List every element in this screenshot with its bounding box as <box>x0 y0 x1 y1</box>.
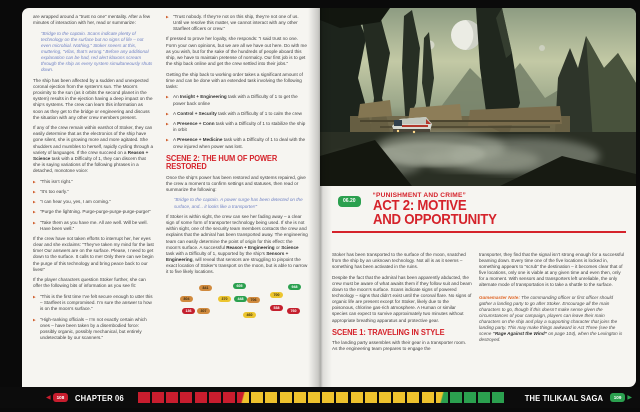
paragraph: The ship has been affected by a sudden and unexpected coronal ejection from the system’s sun. The Moon’s proximity to the sun (as it orbits the second planet in the system) results in the ejection having a deep impact on the ship’s systems. The crew can learn this information as soon as they get to the bridge or engineering and discuss the situation with any other crew members present. <box>33 78 153 120</box>
saga-label: THE TILIKAAL SAGA <box>524 392 603 403</box>
read-aloud-quote: “Bridge to the captain. A power surge has been detected on the surface, and... it looks like a transporter!” <box>174 197 303 209</box>
bullet-arrow-icon: ▶ <box>33 179 36 184</box>
location-pill: 538 <box>270 305 283 312</box>
bullet-arrow-icon: ▶ <box>33 295 36 300</box>
chapter-label: CHAPTER 06 <box>75 392 125 403</box>
list-item: ▶ “This is the first time I’ve felt secure enough to utter this – Starfleet is compromised. I’m sure the answer to how is on the moon’s surface.” <box>33 294 153 312</box>
location-pill: 370 <box>218 296 231 303</box>
paragraph: Stoker has been transported to the surface of the moon, snatched from the ship by an unknown technology. Not all is as it seems – something has been activated in the ruins. <box>332 252 466 270</box>
act-title-line-2: AND OPPORTUNITY <box>372 210 497 228</box>
scene-1-heading: SCENE 1: TRAVELING IN STYLE <box>332 327 445 337</box>
paragraph: If Stoker is within sight, the crew can see her fading away – a clear sign of some form of transporter technology being used. If she is not within sight, one of the security team members contacts the crew and explains that the admiral has been transported away. The engineering team can easily determine the point of origin for this effect: the moon’s surface. A successful Reason + Engineering or Science task with a Difficulty of 1, supported by the ship’s Sensors + Engineering, will reveal that sensors are struggling to pinpoint the exact location of Stoker’s transport on the moon, but is able to narrow it to five likely locations. <box>166 214 308 275</box>
list-item: ▶ “I can hear you, yes, I am coming.” <box>33 199 111 205</box>
bullet-arrow-icon: ▶ <box>33 317 36 322</box>
small-moon <box>539 45 545 51</box>
bullet-arrow-icon: ▶ <box>166 138 169 143</box>
bullet-arrow-icon: ▶ <box>33 189 36 194</box>
heading-divider <box>332 231 626 233</box>
list-item: ▶ “Trust nobody. If they’re not on this ship, they’re not one of us. Until we resolve this matter, we cannot interact with any other Starfleet officers or crew.” <box>166 14 299 32</box>
left-column-2 <box>166 14 308 324</box>
page-right <box>320 8 636 387</box>
left-page-number: 108 <box>53 393 69 401</box>
forward-arrow-icon: ▶ <box>627 395 632 401</box>
footer-block <box>478 392 490 403</box>
footer-block <box>180 392 192 403</box>
task-list-item: ▶ A Presence + Medicine task with a Difficulty of 1 to deal with the crew injured when power was lost. <box>166 137 306 149</box>
paragraph: If pressed to prove her loyalty, she responds: “I said trust no one. Form your own opinions, but we are all we have out here. Do with me as you wish, but for the sake of the hundreds of people aboard this ship, we have to maintain pretense of normalcy. Our first job is to get the ship back online and get the crew settled into their jobs.” <box>166 36 307 66</box>
list-item: ▶ “High-ranking officials – I’m not exactly certain which ones – have been taken by a disembodied force: possibly organic, possibly mechanical, but entirely undetectable by our scanners.” <box>33 316 147 340</box>
location-pill: 948 <box>288 284 301 291</box>
right-page-number: 109 <box>610 393 626 401</box>
paragraph: Getting the ship back to working order takes a significant amount of time and can be done with an extended task involving the following tasks: <box>166 71 303 89</box>
footer-block <box>294 392 306 403</box>
bullet-arrow-icon: ▶ <box>166 111 169 116</box>
location-pill: 700 <box>270 292 283 299</box>
section-header <box>332 192 626 233</box>
footer-block <box>336 392 348 403</box>
read-aloud-quote: “Bridge to the captain. Scans indicate plenty of technology on the surface but no signs of life – not even microbial. Nothing.” Stoker sneers at this, muttering, “Vilas, that’s wrong.” Before any additional explanation can be had, red alert klaxons scream through the ship as every system simultaneously shuts down. <box>41 30 153 73</box>
paragraph: are wrapped around a “trust no one” mentality. After a few minutes of interaction with her, read or summarize: <box>33 14 151 26</box>
bullet-arrow-icon: ▶ <box>33 220 36 225</box>
footer-block <box>223 392 235 403</box>
gamemaster-note-label: Gamemaster Note: <box>479 294 520 300</box>
footer-block <box>251 392 263 403</box>
right-column-2 <box>479 252 626 348</box>
footer-block <box>237 392 249 403</box>
left-column-1 <box>33 14 154 345</box>
paragraph: transporter, they find that the signal isn’t strong enough for a successful beaming down. Every time one of the five locations is locked in, something appears to “scrub” the destination – it becomes clear that of five locations, only one is viable at any given time and even then, only for a moment. With sensors and transporters left unreliable, the only alternate mode of transportation is to take a shuttle to the surface. <box>479 252 625 288</box>
bullet-arrow-icon: ▶ <box>33 210 36 215</box>
location-pill: 706 <box>247 297 260 304</box>
gamemaster-note: Gamemaster Note: The commanding officer or first officer should gather a landing party to go after Stoker. Encourage all the main characters to go, though if this doesn’t make sense given the circumstances of your campaign, players can leave their main characters on the ship and play a supporting character that joins the landing party. This may make things awkward in Act Three (see the scene “Rage Against the Wind” on page 104), when the Lexington is destroyed. <box>479 294 623 343</box>
footer-bar <box>0 387 640 408</box>
location-pill: 307 <box>197 308 210 315</box>
section-kicker: “PUNISHMENT AND CRIME” <box>372 192 467 199</box>
footer-block <box>322 392 334 403</box>
paragraph: If the player characters question Stoker further, she can offer the following bits of information as you see fit: <box>33 277 146 289</box>
footer-block <box>351 392 363 403</box>
paragraph: Despite the fact that the admiral has been apparently abducted, the crew must be aware of what awaits them if they follow suit and beam down to the moon’s surface. Scans indicate signs of powered technology – signs that didn’t exist until the coronal flare. No signs of organic life are present except for Stoker, likely due to the poisonous, chlorine gas-rich atmosphere. A Human or similar species can expect to survive approximately two minutes without appropriate breathing apparatus and protective gear. <box>332 274 472 323</box>
location-pills <box>166 280 308 324</box>
location-pill: 760 <box>287 308 300 315</box>
act-title-line-1: ACT 2: MOTIVE <box>372 197 466 214</box>
paragraph: Once the ship’s power has been restored and systems repaired, give the crew a moment to confirm settings and statuses, then read or summarize the following: <box>166 174 306 192</box>
task-list-item: ▶ An Insight + Engineering task with a Difficulty of 1 to get the power back online <box>166 94 298 106</box>
footer-blocks <box>138 392 506 403</box>
location-pill: 448 <box>234 296 247 303</box>
footer-block <box>407 392 419 403</box>
right-column-1 <box>332 252 472 357</box>
footer-block <box>152 392 164 403</box>
footer-block <box>365 392 377 403</box>
footer-block <box>393 392 405 403</box>
location-pill: 841 <box>199 285 212 292</box>
back-arrow-icon: ◀ <box>46 395 51 401</box>
footer-block <box>450 392 462 403</box>
footer-block <box>195 392 207 403</box>
footer-block <box>308 392 320 403</box>
footer-block <box>138 392 150 403</box>
footer-block <box>209 392 221 403</box>
task-list-item: ▶ A Presence + Conn task with a Difficulty of 1 to stabilize the ship in orbit <box>166 121 306 133</box>
footer-block <box>379 392 391 403</box>
location-pill: 136 <box>182 308 195 315</box>
location-pill: 605 <box>233 283 246 290</box>
footer-block <box>166 392 178 403</box>
scene-2-heading: SCENE 2: THE HUM OF POWER RESTORED <box>166 153 278 171</box>
footer-block <box>265 392 277 403</box>
bullet-arrow-icon: ▶ <box>166 95 169 100</box>
footer-block <box>436 392 448 403</box>
list-item: ▶ “Take them as you have me. All are well. Will be well. Have been well.” <box>33 219 148 231</box>
list-item: ▶ “This isn’t right.” <box>33 178 73 184</box>
footer-block <box>280 392 292 403</box>
section-number-badge: 06.20 <box>338 196 361 207</box>
list-item: ▶ “It’s too early.” <box>33 188 69 194</box>
list-item: ▶ “Purge the lightning. Purge-purge-purge-purge-purge!” <box>33 209 151 215</box>
location-pill: 804 <box>180 296 193 303</box>
footer-block <box>422 392 434 403</box>
bullet-arrow-icon: ▶ <box>166 122 169 127</box>
bullet-arrow-icon: ▶ <box>33 200 36 205</box>
page-left <box>22 8 320 387</box>
footer-block <box>492 392 504 403</box>
paragraph: The landing party assembles with their gear in a transporter room. As the engineering team prepares to engage the <box>332 340 467 352</box>
bullet-arrow-icon: ▶ <box>166 15 169 19</box>
paragraph: If any of the crew remain within earshot of Stoker, they can easily determine that as the electronics of the ship have gone silent, she is growing more and more agitated. She shudders and mumbles to herself, rapidly cycling through a variety of languages. If the crew succeed on a Reason + Science task with a Difficulty of 1, they can discern that she is saying variations of the following phrases in a detached, monotone voice: <box>33 125 154 173</box>
paragraph: If the crew have not taken efforts to interrupt her, her eyes clear and she exclaims: “They’ve taken my mind for the last time! Our answers are on the surface. Please, I need to get down to the surface. It calls to me! Only there can we begin the purge of this technology and bring peace back to our lives!” <box>33 236 154 272</box>
moon-canyon-illustration <box>320 8 636 186</box>
footer-block <box>464 392 476 403</box>
task-list-item: ▶ A Control + Security task with a Difficulty of 1 to calm the crew <box>166 110 302 116</box>
location-pill: 460 <box>243 312 256 319</box>
